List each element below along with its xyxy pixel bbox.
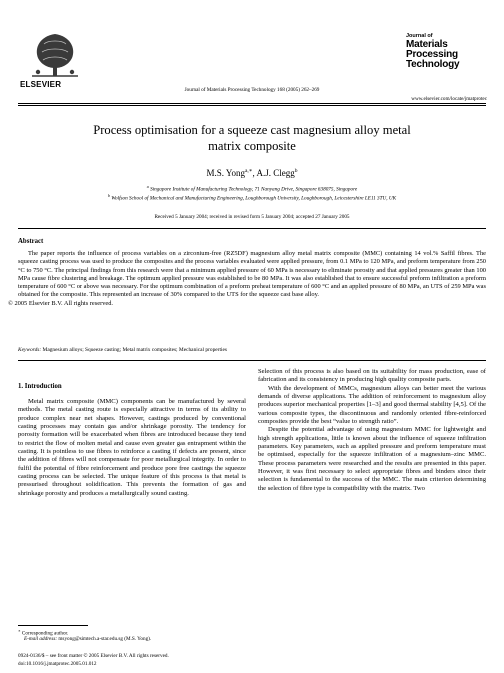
publisher-name: ELSEVIER bbox=[20, 80, 62, 89]
author-1-marks: a,∗ bbox=[244, 168, 253, 174]
footnote-rule bbox=[18, 625, 88, 626]
intro-right-column bbox=[258, 368, 486, 493]
email-label: E-mail address: bbox=[24, 636, 58, 642]
header-rule-thick bbox=[18, 105, 486, 106]
keywords-text: Magnesium alloys; Squeeze casting; Metal matrix composites; Mechanical properties bbox=[41, 347, 227, 353]
journal-url[interactable]: www.elsevier.com/locate/jmatprotec bbox=[411, 96, 487, 102]
journal-logo-line4: Technology bbox=[406, 58, 460, 70]
abstract-text: The paper reports the influence of process variables on a zirconium-free (RZ5DF) magnesium alloy metal matrix composite (MMC) containing 14 vol.% Saffil fibres. The squeeze casting process was used to produce the composites and the process variables evaluated were applied pressure, from 0.1 MPa to 120 MPa, and preform temperature from 250 °C to 750 °C. The principal findings from this research were that a minimum applied pressure of 60 MPa is necessary to eliminate porosity and that applied pressures greater than 100 MPa cause fibre clustering and breakage. The optimum applied pressure was established to be 80 MPa. It was also established that to ensure successful preform infiltration a preform temperature of 600 °C or above was necessary. For the optimum combination of a preform preheat temperature of 600 °C and an applied pressure of 80 MPa, an UTS of 259 MPa was obtained for the composite. This represented an increase of 30% compared to the UTS for the squeeze cast base alloy. bbox=[18, 250, 486, 299]
affiliation-a-text: Singapore Institute of Manufacturing Technology, 71 Nanyang Drive, Singapore 638075, Singapore bbox=[148, 186, 358, 193]
intro-left-column: Metal matrix composite (MMC) components can be manufactured by several methods. The metal casting route is especially attractive in terms of its ability to produce complex near net shapes. However, castings produced by conventional casting processes may contain gas and/or shrinkage porosity. The tendency for porosity formation will be exacerbated when fibres are introduced because they tend to restrict the flow of molten metal and cause even greater gas entrapment within the casting. It is pointless to use fibres to reinforce a casting if defects are present, since the addition of fibres will not compensate for poor metallurgical integrity. In order to fulfil the potential of fibre reinforcement and produce pore free castings the squeeze casting process can be selected. The unique feature of this process is that metal is pressurised throughout solidification. This prevents the formation of gas and shrinkage porosity and produces a metallurgically sound casting. bbox=[18, 398, 246, 497]
journal-logo-line2: Materials bbox=[406, 38, 448, 50]
elsevier-tree-logo bbox=[26, 30, 84, 80]
abstract-body bbox=[8, 250, 486, 308]
intro-paragraph-1: Selection of this process is also based on its suitability for mass production, ease of fabrication and its consistency in producing high quality composite parts. bbox=[258, 368, 486, 384]
title-line-2: matrix composite bbox=[208, 139, 296, 153]
author-1: M.S. Yong bbox=[206, 168, 245, 178]
author-list bbox=[0, 168, 504, 178]
header-rule bbox=[18, 103, 486, 104]
keywords-label: Keywords: bbox=[18, 347, 42, 353]
author-2: A.J. Clegg bbox=[256, 168, 295, 178]
abstract-heading: Abstract bbox=[18, 238, 44, 245]
footnote-email bbox=[24, 636, 151, 642]
affiliation-b-mark: b bbox=[107, 193, 110, 198]
affiliation-a bbox=[18, 184, 486, 193]
section-heading-introduction: 1. Introduction bbox=[18, 383, 62, 390]
footnote-mark: ∗ bbox=[18, 629, 21, 633]
journal-citation: Journal of Materials Processing Technology 168 (2005) 262–269 bbox=[184, 87, 320, 93]
intro-paragraph-2: With the development of MMCs, magnesium alloys can better meet the various demands of diverse applications. The addition of reinforcement to magnesium alloy produces superior mechanical properties [1–3] and good thermal stability [4,5]. Of the various composite types, the discontinuous and randomly oriented fibre-reinforced composites provide the best “value to strength ratio”. bbox=[258, 384, 486, 426]
author-separator: , bbox=[252, 168, 257, 178]
author-2-marks: b bbox=[294, 168, 298, 174]
intro-paragraph-3: Despite the potential advantage of using magnesium MMC for lightweight and high strength applications, little is known about the influence of squeeze infiltration parameters. Key parameters, such as applied pressure and preform temperature must be optimised, especially for the squeeze infiltration of a magnesium–zinc MMC. These process parameters were researched and the results are presented in this paper. However, it was first necessary to select appropriate fibres and binders since their selection is fundamental to the success of the MMC. The main criterion determining the selection of fibre type is compatibility with the matrix. Two bbox=[258, 426, 486, 492]
abstract-copyright: © 2005 Elsevier B.V. All rights reserved. bbox=[8, 299, 114, 307]
article-title bbox=[40, 122, 464, 154]
journal-logo bbox=[406, 34, 476, 70]
doi-line[interactable]: doi:10.1016/j.jmatprotec.2005.01.012 bbox=[18, 661, 97, 667]
journal-logo-line1: Journal of bbox=[406, 33, 433, 39]
affiliation-b bbox=[18, 193, 486, 202]
affiliation-a-mark: a bbox=[146, 184, 149, 189]
journal-logo-line3: Processing bbox=[406, 48, 458, 60]
footnote-corresponding-text: Corresponding author. bbox=[20, 630, 69, 637]
affiliation-b-text: Wolfson School of Mechanical and Manufacturing Engineering, Loughborough University, Loughborough, Leicestershire LE11 3TU, UK bbox=[109, 195, 397, 202]
abstract-bottom-rule bbox=[18, 360, 486, 361]
abstract-top-rule bbox=[18, 228, 486, 229]
keywords bbox=[18, 347, 227, 353]
email-address[interactable]: msyong@simtech.a-star.edu.sg (M.S. Yong). bbox=[57, 636, 152, 642]
title-line-1: Process optimisation for a squeeze cast magnesium alloy metal bbox=[93, 123, 411, 137]
received-dates: Received 5 January 2004; received in revised form 5 January 2004; accepted 27 January 2005 bbox=[154, 214, 350, 220]
issn-line: 0924-0136/$ – see front matter © 2005 Elsevier B.V. All rights reserved. bbox=[18, 653, 169, 659]
